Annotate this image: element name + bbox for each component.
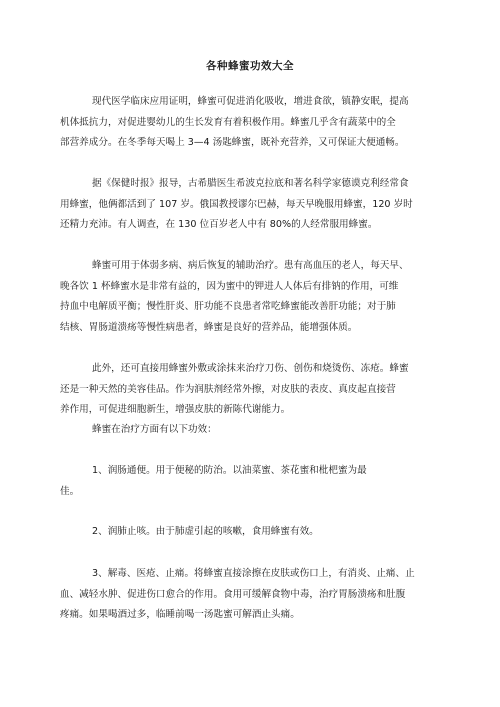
text-line: 还精力充沛。有人调查，在 130 位百岁老人中有 80%的人经常服用蜂蜜。 bbox=[60, 219, 378, 230]
effects-intro: 蜂蜜在治疗方面有以下功效： bbox=[92, 424, 217, 435]
text-line: 现代医学临床应用证明，蜂蜜可促进消化吸收，增进食欲，镇静安眠，提高 bbox=[92, 96, 409, 107]
text-line: 机体抵抗力，对促进婴幼儿的生长发育有着积极作用。蜂蜜几乎含有蔬菜中的全 bbox=[60, 116, 396, 128]
effect-item-1: 1、润肠通便。用于便秘的防治。以油菜蜜、茶花蜜和枇杷蜜为最 bbox=[92, 465, 367, 476]
text-line: 血、减轻水肿、促进伤口愈合的作用。食用可缓解食物中毒，治疗胃肠溃疡和肚腹 bbox=[60, 588, 406, 600]
paragraph-external-use bbox=[60, 359, 452, 421]
text-line: 疼痛。如果喝酒过多，临睡前喝一汤匙蜜可解酒止头痛。 bbox=[60, 609, 300, 620]
text-line: 持血中电解质平衡；慢性肝炎、肝功能不良患者常吃蜂蜜能改善肝功能；对于肺 bbox=[60, 301, 396, 312]
text-line: 养作用，可促进细胞新生，增强皮肤的新陈代谢能力。 bbox=[60, 404, 291, 415]
text-line: 用蜂蜜，他俩都活到了 107 岁。俄国教授谬尔巴赫，每天早晚服用蜂蜜，120 岁时 bbox=[60, 198, 413, 210]
text-line: 部营养成分。在冬季每天喝上 3—4 汤匙蜂蜜，既补充营养，又可保证大便通畅。 bbox=[60, 137, 405, 148]
text-line: 晚各饮 1 杯蜂蜜水是非常有益的，因为蜜中的钾进人人体后有排钠的作用，可维 bbox=[60, 280, 399, 292]
document-title: 各种蜂蜜功效大全 bbox=[206, 60, 294, 72]
text-line: 3、解毒、医疮、止痛。将蜂蜜直接涂擦在皮肤或伤口上，有消炎、止痛、止 bbox=[92, 568, 415, 579]
text-line: 此外，还可直接用蜂蜜外敷或涂抹来治疗刀伤、创伤和烧烫伤、冻疮。蜂蜜 bbox=[92, 363, 409, 374]
text-line: 据《保健时报》报导，古希腊医生希波克拉底和著名科学家德谟克利经常食 bbox=[92, 178, 409, 189]
paragraph-auxiliary-treatment bbox=[60, 256, 452, 338]
effect-item-2: 2、润肺止咳。由于肺虚引起的咳嗽，食用蜂蜜有效。 bbox=[92, 526, 319, 537]
text-line: 还是一种天然的美容佳品。作为润肤剂经常外擦，对皮肤的表皮、真皮起直接营 bbox=[60, 383, 396, 395]
effect-item-3 bbox=[60, 564, 452, 626]
text-line: 蜂蜜可用于体弱多病、病后恢复的辅助治疗。患有高血压的老人，每天早、 bbox=[92, 260, 409, 271]
paragraph-longevity bbox=[60, 174, 452, 236]
effect-item-1-continued: 佳。 bbox=[60, 486, 80, 497]
text-line: 结核、胃肠道溃疡等慢性病患者，蜂蜜是良好的营养品，能增强体质。 bbox=[60, 321, 358, 333]
paragraph-medical-use bbox=[60, 92, 452, 154]
